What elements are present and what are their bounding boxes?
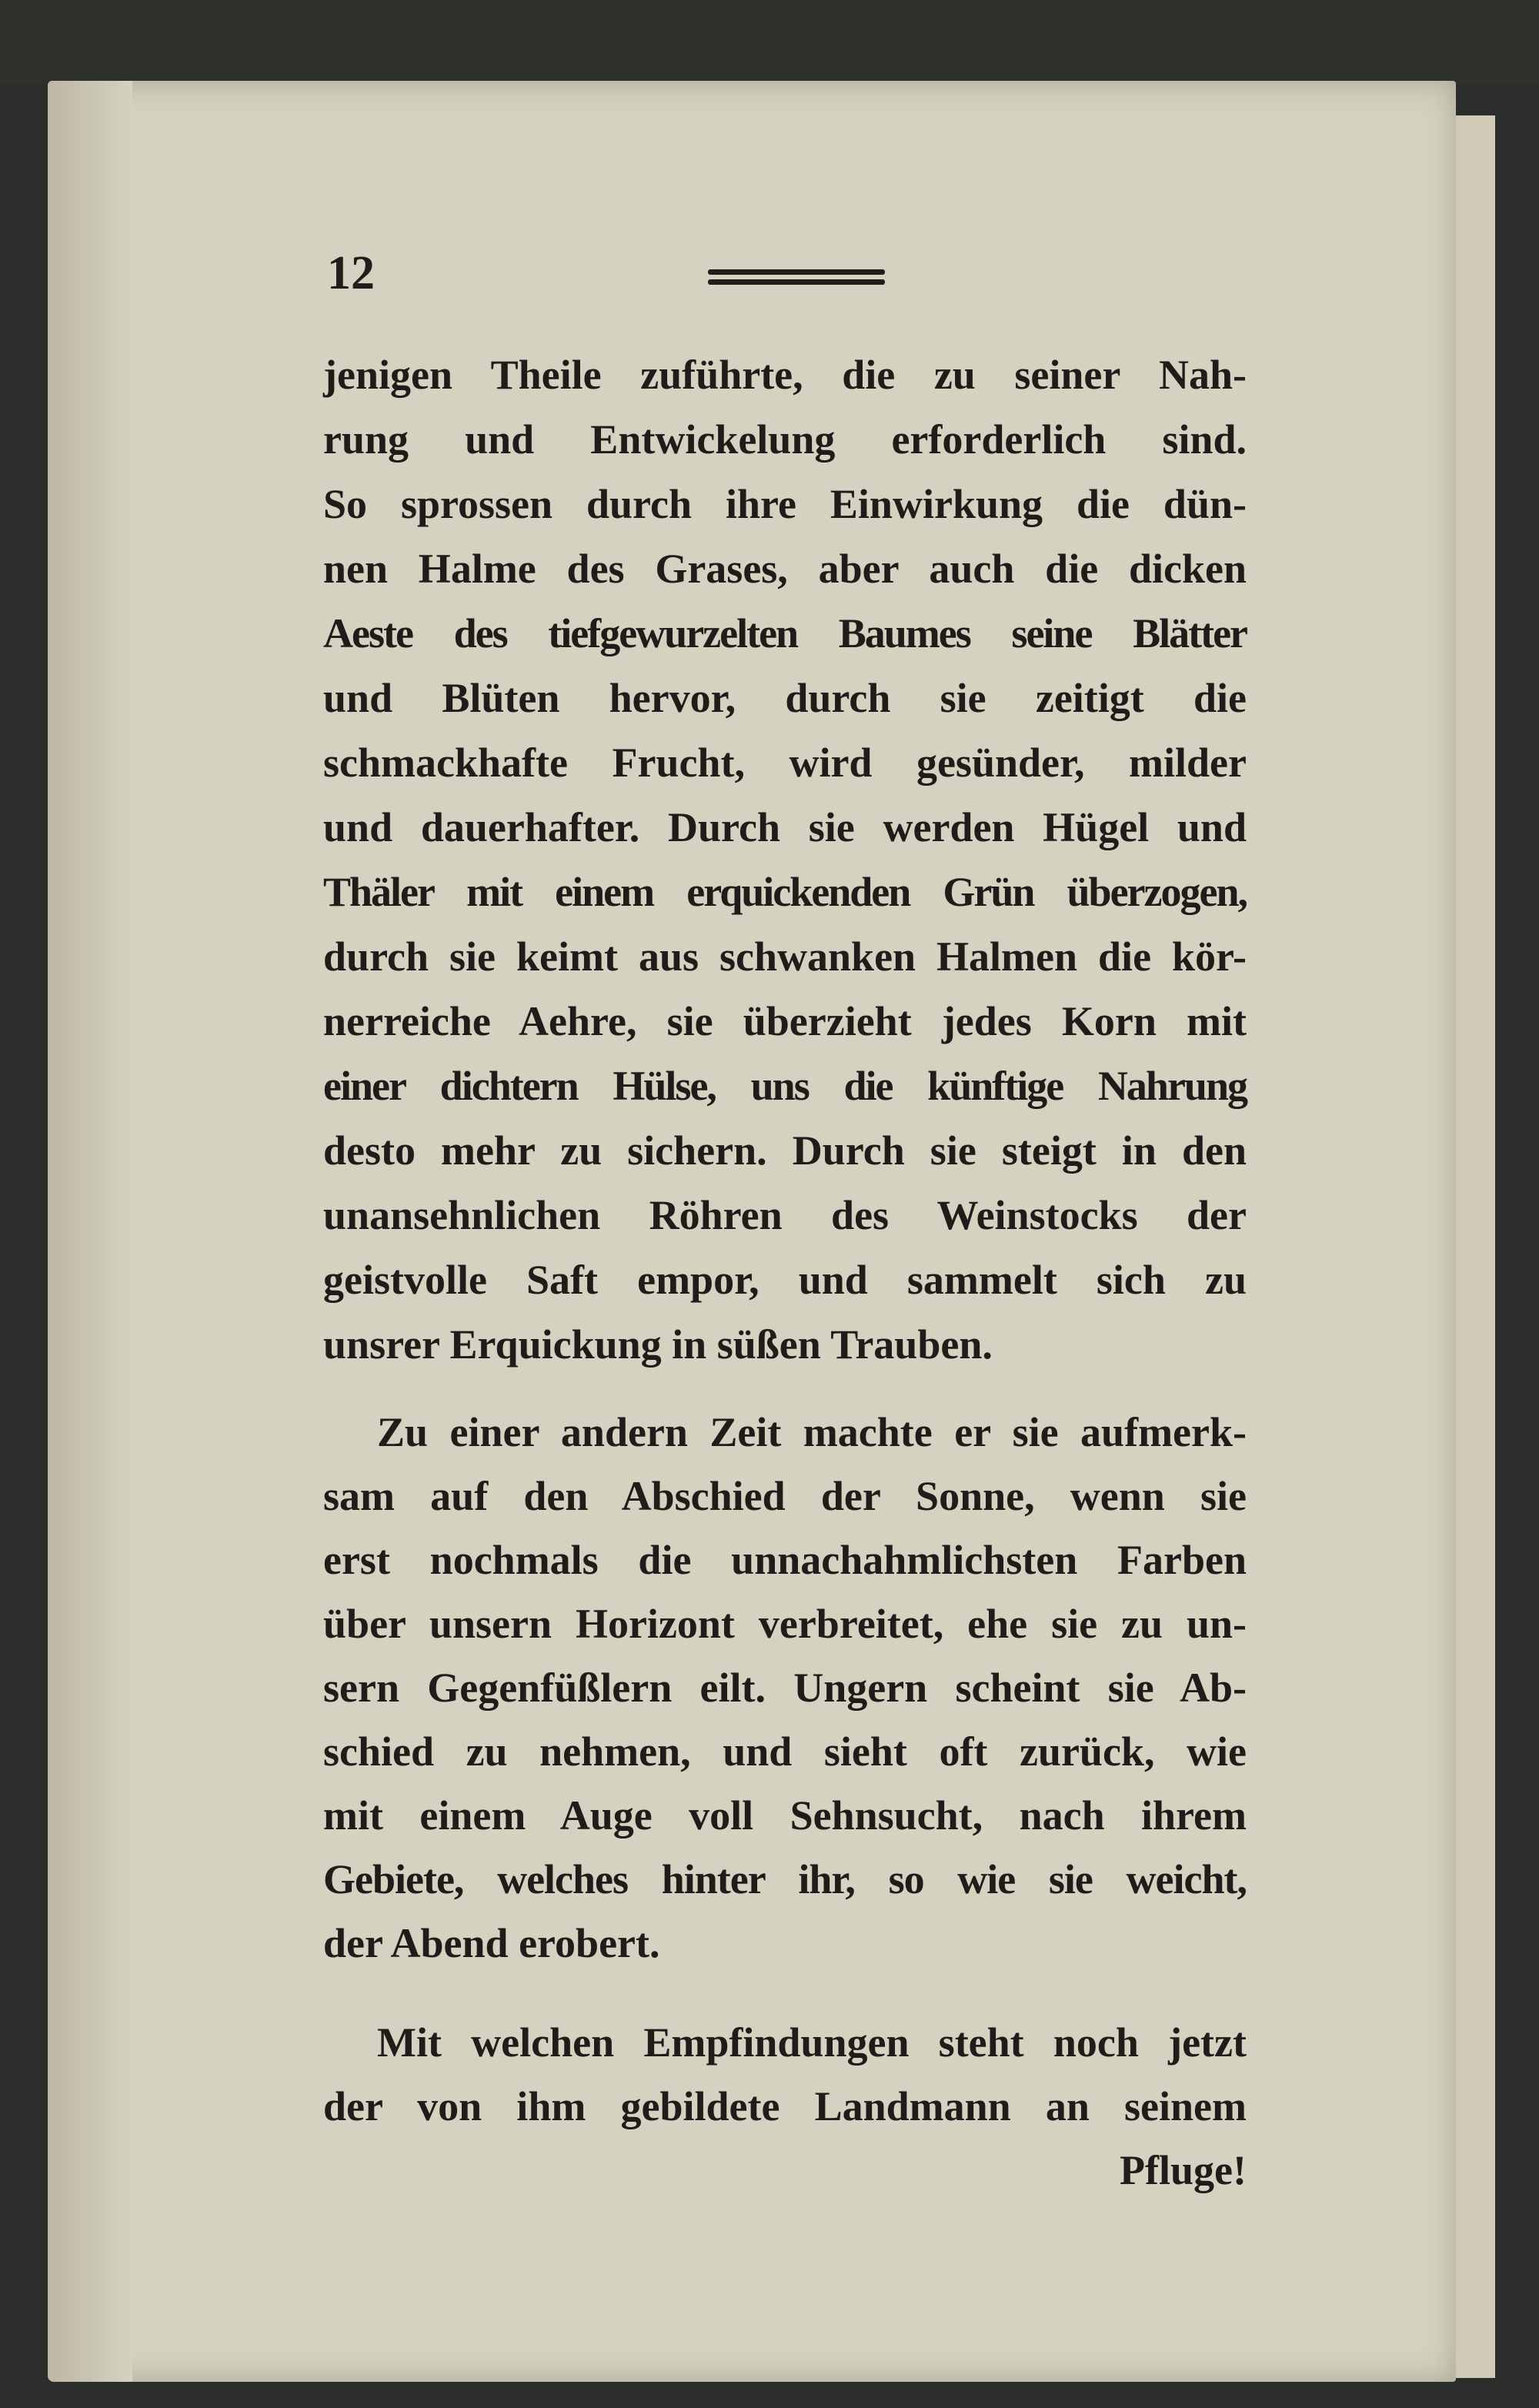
header-rule-ornament [708,269,885,289]
text-line: Pfluge! [1120,2147,1247,2193]
text-line: und Blüten hervor, durch sie zeitigt die [323,675,1247,721]
text-line: erst nochmals die unnachahmlichsten Farben [323,1537,1247,1583]
text-line: rung und Entwickelung erforderlich sind. [323,416,1247,463]
text-line: desto mehr zu sichern. Durch sie steigt in den [323,1127,1247,1174]
paragraph-2 [323,1401,1247,1975]
text-line: Aeste des tiefgewurzelten Baumes seine Blätter [323,610,1247,656]
paragraph-3 [323,2011,1247,2203]
text-line: nerreiche Aehre, sie überzieht jedes Korn mit [323,998,1247,1044]
text-line: der von ihm gebildete Landmann an seinem [323,2083,1247,2129]
text-line: geistvolle Saft empor, und sammelt sich zu [323,1257,1247,1303]
page-gutter-shadow [48,81,132,2382]
text-line: Thäler mit einem erquickenden Grün überzogen, [323,869,1247,915]
text-line: über unsern Horizont verbreitet, ehe sie zu un- [323,1601,1247,1647]
text-line: mit einem Auge voll Sehnsucht, nach ihrem [323,1792,1247,1839]
text-line: einer dichtern Hülse, uns die künftige Nahrung [323,1063,1247,1109]
text-line: der Abend erobert. [323,1920,660,1966]
paragraph-1 [323,342,1247,1377]
text-line: schmackhafte Frucht, wird gesünder, milder [323,740,1247,786]
text-line: unansehnlichen Röhren des Weinstocks der [323,1192,1247,1238]
text-line: jenigen Theile zuführte, die zu seiner Nah- [323,352,1247,398]
text-line: durch sie keimt aus schwanken Halmen die kör- [323,933,1247,980]
scanner-background [0,0,1539,85]
text-line: unsrer Erquickung in süßen Trauben. [323,1321,993,1368]
text-line: nen Halme des Grases, aber auch die dicken [323,546,1247,592]
text-line: Gebiete, welches hinter ihr, so wie sie weicht, [323,1856,1247,1902]
text-line: Mit welchen Empfindungen steht noch jetzt [377,2019,1247,2066]
page-number: 12 [327,247,375,299]
text-line: sam auf den Abschied der Sonne, wenn sie [323,1473,1247,1519]
text-line: So sprossen durch ihre Einwirkung die dün- [323,481,1247,527]
text-line: und dauerhafter. Durch sie werden Hügel und [323,804,1247,850]
text-line: Zu einer andern Zeit machte er sie aufmerk- [377,1409,1247,1455]
text-line: schied zu nehmen, und sieht oft zurück, wie [323,1728,1247,1775]
text-line: sern Gegenfüßlern eilt. Ungern scheint sie Ab- [323,1665,1247,1711]
